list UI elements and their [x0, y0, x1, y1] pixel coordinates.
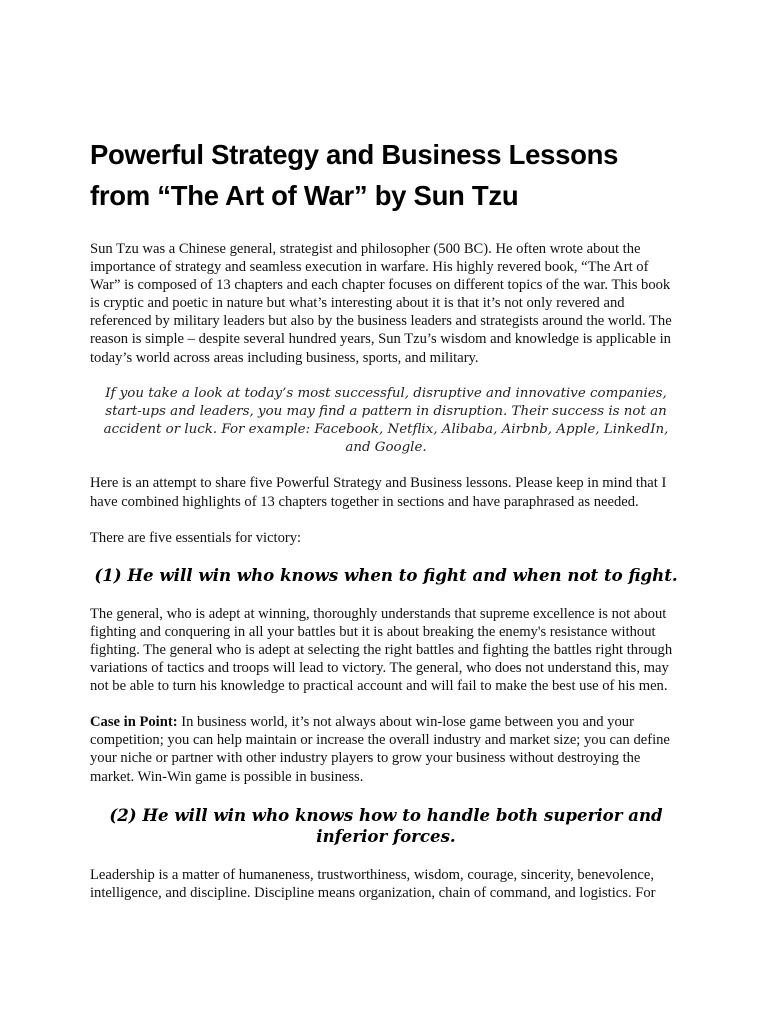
intro-paragraph: Sun Tzu was a Chinese general, strategist and philosopher (500 BC). He often wrote about the importance of strategy and seamless execution in warfare. His highly revered book, “The Art of War” is composed of 13 chapters and each chapter focuses on different topics of the war. This book is cryptic and poetic in nature but what’s interesting about it is that it’s not only revered and referenced by military leaders but also by the business leaders and strategists around the world. The reason is simple – despite several hundred years, Sun Tzu’s wisdom and knowledge is applicable in today’s world across areas including business, sports, and military.	[90, 241, 672, 366]
section2-heading: (2) He will win who knows how to handle both superior and inferior forces.	[109, 804, 663, 846]
essentials-line: There are five essentials for victory:	[90, 529, 302, 546]
case-in-point-label: Case in Point:	[90, 714, 178, 731]
case-in-point-text: In business world, it’s not always about win-lose game between you and your competition; you can help maintain or increase the overall industry and market size; you can define your niche or partner with other industry players to grow your business without destroying the market. Win-Win game is possible in business.	[90, 714, 670, 785]
section2-body: Leadership is a matter of humaneness, trustworthiness, wisdom, courage, sincerity, benevolence, intelligence, and discipline. Discipline means organization, chain of command, and logistics. For	[90, 866, 656, 901]
document-title: Powerful Strategy and Business Lessons from “The Art of War” by Sun Tzu	[90, 139, 619, 211]
document-content	[90, 134, 682, 902]
section1-body: The general, who is adept at winning, thoroughly understands that supreme excellence is not about fighting and conquering in all your battles but it is about breaking the enemy's resistance without fighting. The general who is adept at selecting the right battles and fighting the battles right through variations of tactics and troops will lead to victory. The general, who does not understand this, may not be able to turn his knowledge to practical account and will fail to make the best use of his men.	[90, 605, 673, 695]
case-in-point-paragraph	[90, 713, 682, 785]
pull-quote: If you take a look at today’s most successful, disruptive and innovative companies, start-ups and leaders, you may find a pattern in disruption. Their success is not an accident or luck. For example: Facebook, Netflix, Alibaba, Airbnb, Apple, LinkedIn, and Google.	[103, 385, 669, 456]
attempt-paragraph: Here is an attempt to share five Powerful Strategy and Business lessons. Please keep in mind that I have combined highlights of 13 chapters together in sections and have paraphrased as needed.	[90, 475, 667, 510]
section1-heading: (1) He will win who knows when to fight and when not to fight.	[94, 564, 678, 585]
